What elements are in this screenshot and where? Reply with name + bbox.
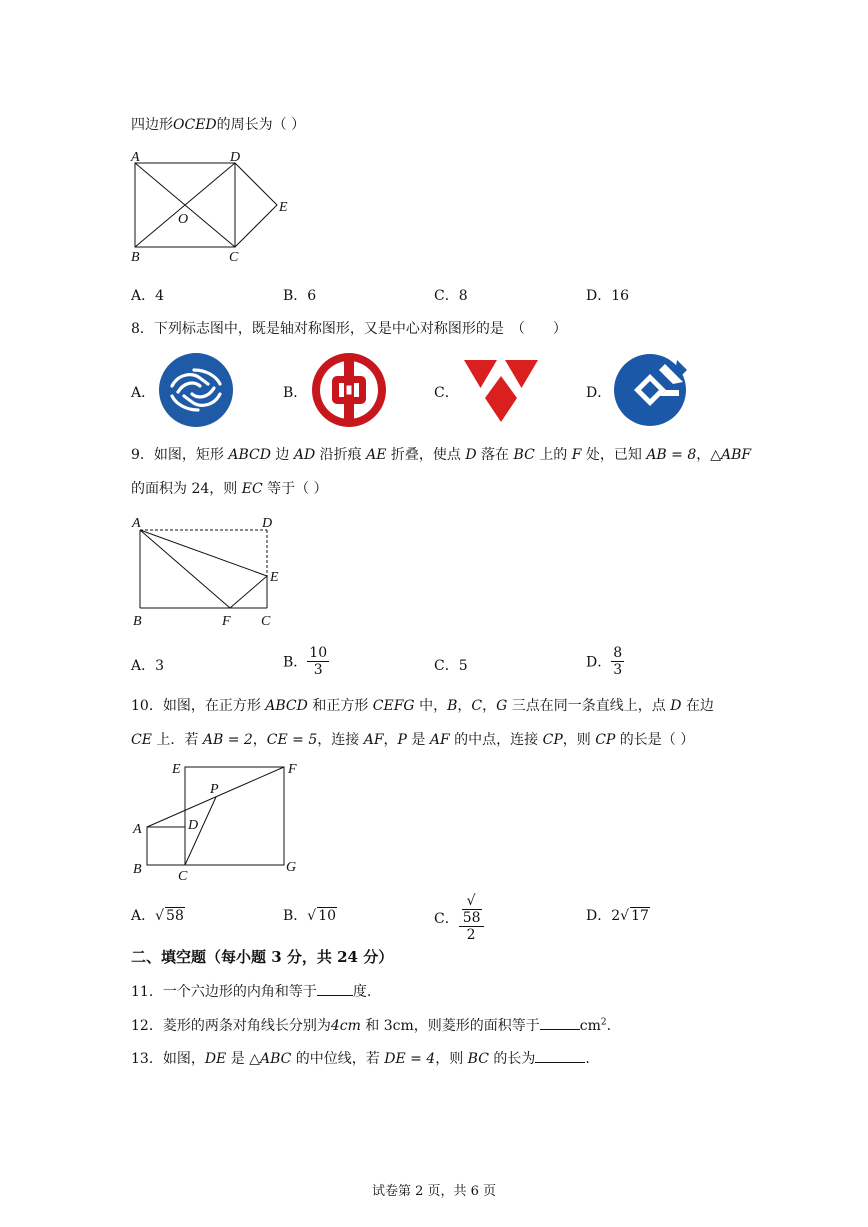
q10-option-b[interactable]: B．√ 10 [283,908,337,924]
q10-option-c[interactable]: C． √ 58 2 [434,893,484,943]
page-footer: 试卷第 2 页，共 6 页 [371,1184,497,1199]
q8-option-a-label[interactable]: A． [131,385,156,401]
fig10-label-b: B [133,862,142,877]
q9-option-b[interactable]: B． $\frac{10}{3}$ [283,645,328,678]
q13: 13．如图，DE 是 △ABC 的中位线，若 DE = 4，则 BC 的长为 . [131,1048,590,1068]
fig10-label-g: G [286,860,297,875]
q7-stem [131,114,305,134]
q10-option-d[interactable]: D．2√ 17 [586,908,649,924]
q7-option-c[interactable]: C．8 [434,288,468,304]
q7-suffix: 的周长为（ ） [216,117,306,133]
fig9-label-f: F [222,614,231,629]
q12-answer-blank[interactable] [540,1015,580,1030]
q7-option-b[interactable]: B．6 [283,288,317,304]
q10-stem-line1: 10．如图，在正方形 ABCD 和正方形 CEFG 中，B，C，G 三点在同一条直线上，点 D 在边 [131,698,714,714]
fig7-label-a: A [131,150,140,165]
q9-option-a[interactable]: A．3 [131,658,165,674]
fig9-label-c: C [261,614,271,629]
q8-option-d-label[interactable]: D． [586,385,612,401]
fig9-label-d: D [262,516,273,531]
section-fill-in-heading: 二、填空题（每小题 3 分，共 24 分） [131,948,394,966]
q8-stem: 8．下列标志图中，既是轴对称图形，又是中心对称图形的是 （ ） [131,321,567,337]
q7-prefix: 四边形 [131,117,173,133]
q11: 11．一个六边形的内角和等于 度. [131,981,371,1001]
fig9-label-b: B [133,614,142,629]
bank-of-china-logo[interactable] [311,352,387,428]
fig7-label-d: D [230,150,241,165]
china-mobile-logo[interactable] [158,352,234,428]
q9-stem-line2: 的面积为 24，则 EC 等于（ ） [131,481,328,497]
q7-option-a[interactable]: A．4 [131,288,165,304]
q10-stem-line2: CE 上．若 AB = 2，CE = 5，连接 AF，P 是 AF 的中点，连接 CP，则 CP 的长是（ ） [131,732,695,748]
figure-q7 [125,145,305,270]
q9-option-c[interactable]: C．5 [434,658,468,674]
q12: 12．菱形的两条对角线长分别为4cm 和 3cm，则菱形的面积等于 $cm^2$. [131,1015,611,1035]
fig10-label-c: C [178,869,188,884]
q13-answer-blank[interactable] [535,1048,585,1063]
fig7-label-b: B [131,250,140,265]
fig9-label-a: A [132,516,141,531]
q9-stem-line1: 9．如图，矩形 ABCD 边 AD 沿折痕 AE 折叠，使点 D 落在 BC 上的 F 处，已知 AB = 8，△ABF [131,447,752,463]
red-triangle-logo[interactable] [462,358,540,424]
q9-option-d[interactable]: D． $\frac{8}{3}$ [586,645,623,678]
fig10-label-d: D [188,818,199,833]
ccb-logo[interactable] [613,350,689,428]
q7-option-d[interactable]: D．16 [586,288,630,304]
q11-answer-blank[interactable] [317,981,353,996]
fig7-label-c: C [229,250,239,265]
fig10-label-e: E [172,762,181,777]
figure-q10 [128,755,313,885]
fig10-label-f: F [288,762,297,777]
fig7-label-e: E [279,200,288,215]
q8-option-c-label[interactable]: C． [434,385,459,401]
q7-shape-name: OCED [173,117,217,133]
q10-option-a[interactable]: A．√ 58 [131,908,184,924]
fig9-label-e: E [270,570,279,585]
fig7-label-o: O [178,212,189,227]
fig10-label-a: A [133,822,142,837]
q8-option-b-label[interactable]: B． [283,385,308,401]
figure-q9 [128,510,298,632]
fig10-label-p: P [210,782,219,797]
